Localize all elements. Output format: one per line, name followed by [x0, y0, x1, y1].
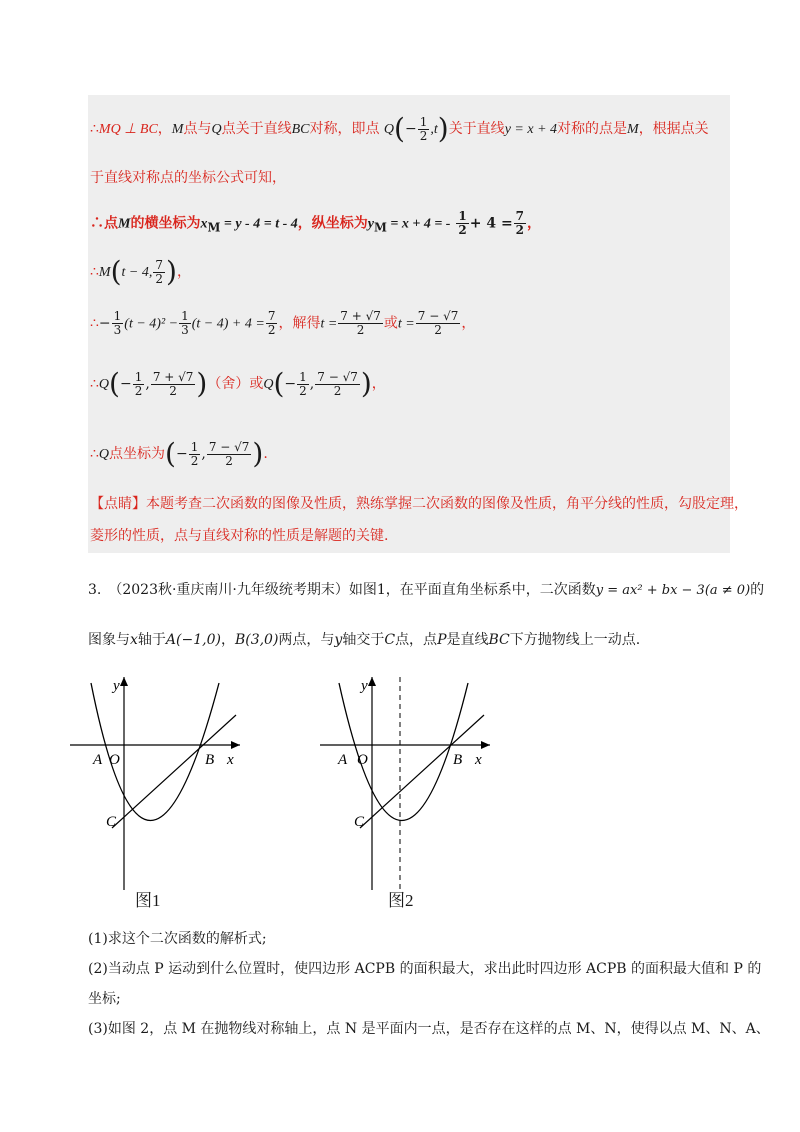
solution-line-1: ∴MQ ⊥ BC，M点与Q点关于直线BC对称，即点 Q(− $\frac{1}{2}$ ,t)关于直线y = x + 4对称的点是M，根据点关	[90, 112, 709, 145]
solution-line-5: ∴− $\frac{1}{3}$ (t − 4)² − $\frac{1}{3}$ (t − 4) + 4 = $\frac{7}{2}$ ，解得t = $\frac{7 + √7}{2}$ 或t = $\frac{7 - √7}{2}$ ，	[90, 309, 476, 337]
label-o: O	[109, 752, 120, 768]
solution-line-6: ∴Q(− $\frac{1}{2}$ , $\frac{7 + √7}{2}$ )（舍）或Q(− $\frac{1}{2}$ , $\frac{7 - √7}{2}$ )，	[90, 367, 386, 400]
solution-line-7: ∴Q点坐标为(− $\frac{1}{2}$ , $\frac{7 - √7}{2}$ ).	[90, 437, 268, 470]
label-b: B	[205, 752, 215, 768]
label-b: B	[453, 752, 463, 768]
comment-line-2: 菱形的性质，点与直线对称的性质是解题的关键.	[90, 528, 389, 544]
part-1: (1)求这个二次函数的解析式;	[88, 931, 267, 947]
part-2-line-1: (2)当动点 P 运动到什么位置时，使四边形 ACPB 的面积最大，求出此时四边形 ACPB 的面积最大值和 P 的	[88, 961, 762, 977]
solution-line-3: ∴点M的横坐标为$x_M = y - 4 = t - 4$，纵坐标为$y_M = x + 4$ = - $\frac{1}{2}$ + 4 = $\frac{7}{2}$ ，	[90, 209, 542, 237]
y-axis-arrow	[120, 677, 128, 686]
line-bc	[360, 715, 484, 828]
y-axis-arrow	[368, 677, 376, 686]
figure-2-caption: 图2	[388, 891, 414, 910]
label-x: x	[227, 752, 234, 768]
label-o: O	[357, 752, 368, 768]
label-c: C	[354, 814, 365, 830]
x-axis-arrow	[481, 741, 490, 749]
label-a: A	[93, 752, 103, 768]
solution-line-4: ∴M(t − 4, $\frac{7}{2}$ )，	[90, 255, 191, 288]
question-line-2: 图象与x轴于A(−1,0)，B(3,0)两点，与y轴交于C点，点P是直线BC下方抛物线上一动点.	[88, 632, 641, 648]
figure-2	[310, 665, 510, 895]
question-line-1: 3. （2023秋·重庆南川·九年级统考期末）如图1，在平面直角坐标系中，二次函数y = ax² + bx − 3(a ≠ 0)的	[88, 582, 765, 598]
solution-line-2: 于直线对称点的坐标公式可知，	[90, 170, 286, 186]
comment-line-1: 【点睛】本题考查二次函数的图像及性质，熟练掌握二次函数的图像及性质，角平分线的性质，勾股定理，	[90, 496, 748, 512]
part-3: (3)如图 2，点 M 在抛物线对称轴上，点 N 是平面内一点，是否存在这样的点 M、N，使得以点 M、N、A、	[88, 1021, 770, 1037]
line-bc	[112, 715, 236, 828]
figure-1-caption: 图1	[135, 891, 161, 910]
label-c: C	[106, 814, 117, 830]
figure-1	[60, 665, 260, 895]
label-x: x	[475, 752, 482, 768]
label-y: y	[113, 678, 120, 694]
label-a: A	[338, 752, 348, 768]
x-axis-arrow	[231, 741, 240, 749]
part-2-line-2: 坐标;	[88, 991, 121, 1007]
label-y: y	[361, 678, 368, 694]
